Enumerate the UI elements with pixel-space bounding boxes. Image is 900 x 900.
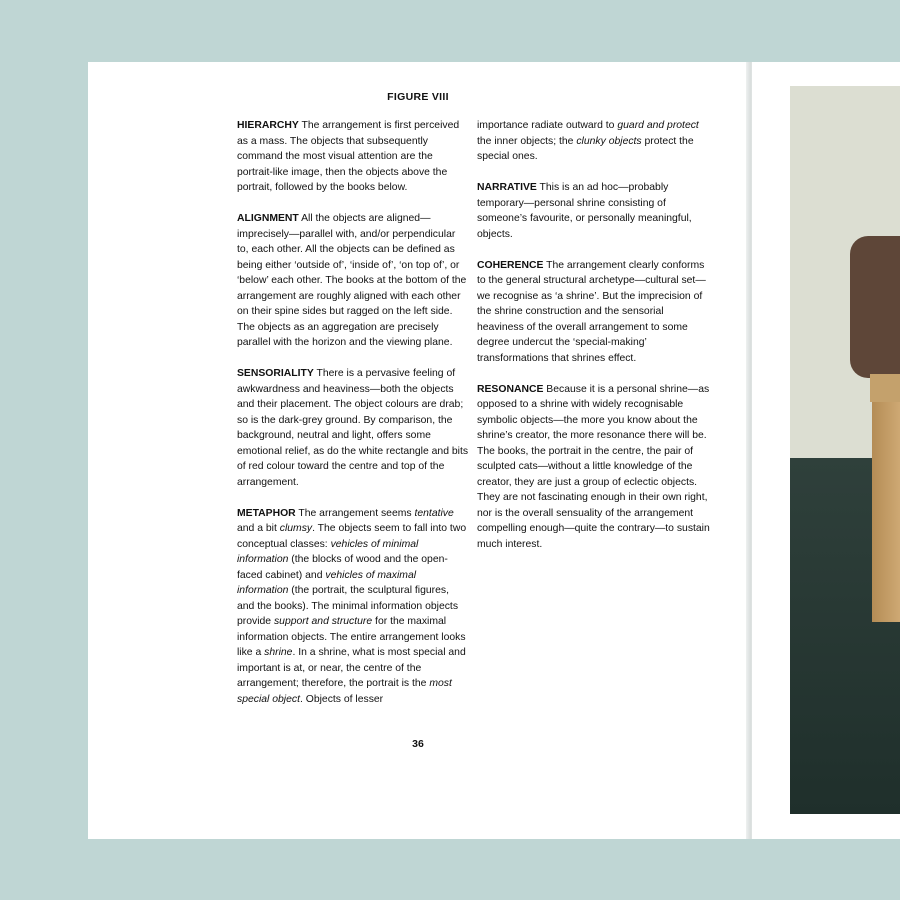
painting-image [790,86,900,814]
body-text: for the maximal information objects. The entire arrangement looks like a [237,616,466,658]
paragraph-heading: METAPHOR [237,507,296,519]
paragraph [237,118,469,196]
right-page [752,62,900,839]
emphasis-text: guard and protect [617,120,699,131]
page-number: 36 [412,738,424,750]
emphasis-text: shrine [264,647,293,658]
body-text: and a bit [237,523,280,534]
left-text-column [237,118,469,723]
body-text: the inner objects; the [477,135,577,147]
body-text: (the portrait, the sculptural figures, and the books). The minimal information objects provide [237,585,459,627]
emphasis-text: vehicles of maximal information [237,569,417,596]
body-text: (the blocks of wood and the open-faced cabinet) and [237,554,448,581]
body-text: . The objects seem to fall into two conceptual classes: [237,523,467,550]
body-text: Because it is a personal shrine—as opposed to a shrine with widely recognisable symbolic objects—the more you know about the shrine’s creator, the more resonance there will be. The books, the portrait in the centre, the pair of sculpted cats—without a little knowledge of the creator, they are just a group of eclectic objects. They are not fascinating enough in their own right, nor is the overall sensuality of the arrangement compelling enough—quite the contrary—to sustain much interest. [477,383,710,550]
emphasis-text: clunky objects [576,135,642,147]
paragraph [477,180,711,242]
paragraph [237,366,469,490]
paragraph-heading: NARRATIVE [477,182,537,193]
emphasis-text: support and structure [273,616,373,627]
emphasis-text: most special object [237,678,452,705]
paragraph [477,258,711,367]
paragraph-heading: SENSORIALITY [237,368,314,379]
body-text: The arrangement seems [295,507,415,519]
body-text: All the objects are aligned—imprecisely—parallel with, and/or perpendicular to, each other. All the objects can be defined as being either ‘outside of’, ‘inside of’, ‘on top of’, or ‘below’ each other. The books at the bottom of the arrangement are roughly aligned with each other on their spine sides but ragged on the left side. The objects as an aggregation are precisely parallel with the horizon and the viewing plane. [237,213,467,348]
body-text: protect the special ones. [477,135,694,162]
body-text: There is a pervasive feeling of awkwardness and heaviness—both the objects and their placement. The object colours are drab; so is the dark-grey ground. By comparison, the background, neutral and light, offers some emotional relief, as do the white rectangle and bits of red colour toward the centre and top of the arrangement. [237,368,469,488]
left-page [88,62,748,839]
paragraph [237,211,469,351]
body-text: The arrangement clearly conforms to the general structural archetype—cultural set—we recognise as ‘a shrine’. But the imprecision of the shrine construction and the sensorial heaviness of the overall arrangement to some degree undercut the ‘special-making’ transformations that shrines effect. [477,259,706,364]
emphasis-text: tentative [414,507,454,519]
painting-wood-block [872,402,900,622]
paragraph [237,506,469,708]
paragraph-heading: COHERENCE [477,259,544,271]
painting-dark-object [850,236,900,378]
body-text: importance radiate outward to [477,120,618,131]
body-text: The arrangement is first perceived as a mass. The objects that subsequently command the most visual attention are the portrait-like image, then the objects above the portrait, followed by the books below. [237,120,460,193]
emphasis-text: vehicles of minimal information [237,538,419,565]
figure-title: FIGURE VIII [387,91,449,103]
right-text-column [477,118,711,568]
body-text: . In a shrine, what is most special and important is at, or near, the centre of the arrangement; therefore, the portrait is the [237,647,466,689]
body-text: . Objects of lesser [299,693,384,705]
paragraph-heading: HIERARCHY [237,120,299,131]
paragraph [477,382,711,553]
emphasis-text: clumsy [279,523,313,534]
body-text: This is an ad hoc—probably temporary—personal shrine consisting of someone’s favourite, or personally meaningful, objects. [477,182,692,240]
paragraph [477,118,711,165]
paragraph-heading: ALIGNMENT [237,213,299,224]
paragraph-heading: RESONANCE [477,383,544,395]
painting-wood-block-top [870,374,900,402]
